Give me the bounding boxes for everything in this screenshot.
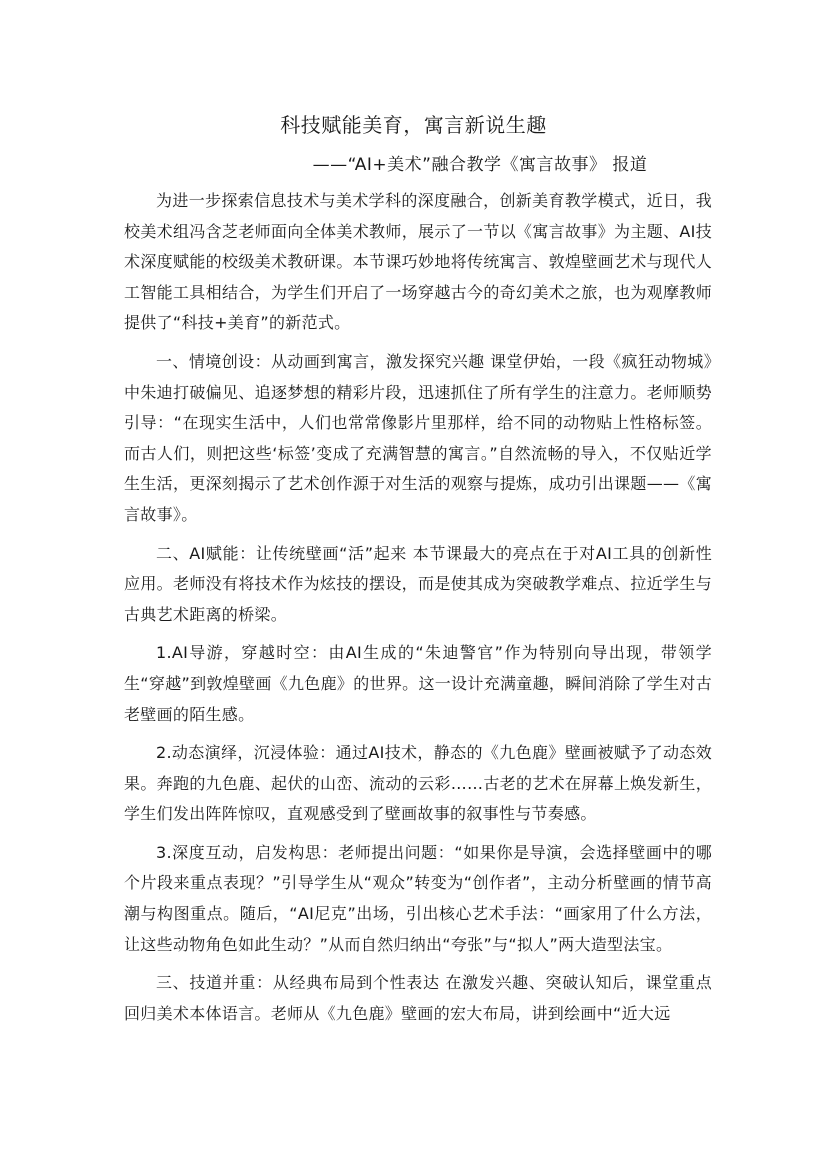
paragraph-section-2: 二、AI赋能：让传统壁画“活”起来 本节课最大的亮点在于对AI工具的创新性应用。老师没有将技术作为炫技的摆设，而是使其成为突破教学难点、拉近学生与古典艺术距离的桥梁。 [124, 543, 712, 624]
article-subtitle: ——“AI+美术”融合教学《寓言故事》 报道 [312, 155, 648, 175]
paragraph-intro: 为进一步探索信息技术与美术学科的深度融合，创新美育教学模式，近日，我校美术组冯含芝老师面向全体美术教师，展示了一节以《寓言故事》为主题、AI技术深度赋能的校级美术教研课。本节课巧妙地将传统寓言、敦煌壁画艺术与现代人工智能工具相结合，为学生们开启了一场穿越古今的奇幻美术之旅，也为观摩教师提供了“科技+美育”的新范式。 [124, 191, 712, 333]
paragraph-point-3: 3.深度互动，启发构思：老师提出问题：“如果你是导演，会选择壁画中的哪个片段来重点表现？”引导学生从“观众”转变为“创作者”，主动分析壁画的情节高潮与构图重点。随后，“AI尼克”出场，引出核心艺术手法：“画家用了什么方法，让这些动物角色如此生动？”从而自然归纳出“夸张”与“拟人”两大造型法宝。 [124, 842, 712, 954]
paragraph-section-3: 三、技道并重：从经典布局到个性表达 在激发兴趣、突破认知后，课堂重点回归美术本体语言。老师从《九色鹿》壁画的宏大布局，讲到绘画中“近大远 [124, 973, 712, 1023]
article-title: 科技赋能美育，寓言新说生趣 [280, 113, 547, 137]
article-body [124, 186, 712, 1037]
paragraph-section-1: 一、情境创设：从动画到寓言，激发探究兴趣 课堂伊始，一段《疯狂动物城》中朱迪打破偏见、追逐梦想的精彩片段，迅速抓住了所有学生的注意力。老师顺势引导：“在现实生活中，人们也常常像影片里那样，给不同的动物贴上性格标签。而古人们，则把这些‘标签’变成了充满智慧的寓言。”自然流畅的导入，不仅贴近学生生活，更深刻揭示了艺术创作源于对生活的观察与提炼，成功引出课题——《寓言故事》。 [124, 351, 712, 524]
paragraph-point-1: 1.AI导游，穿越时空：由AI生成的“朱迪警官”作为特别向导出现，带领学生“穿越”到敦煌壁画《九色鹿》的世界。这一设计充满童趣，瞬间消除了学生对古老壁画的陌生感。 [124, 643, 712, 724]
paragraph-point-2: 2.动态演绎，沉浸体验：通过AI技术，静态的《九色鹿》壁画被赋予了动态效果。奔跑的九色鹿、起伏的山峦、流动的云彩……古老的艺术在屏幕上焕发新生，学生们发出阵阵惊叹，直观感受到了壁画故事的叙事性与节奏感。 [124, 743, 712, 824]
